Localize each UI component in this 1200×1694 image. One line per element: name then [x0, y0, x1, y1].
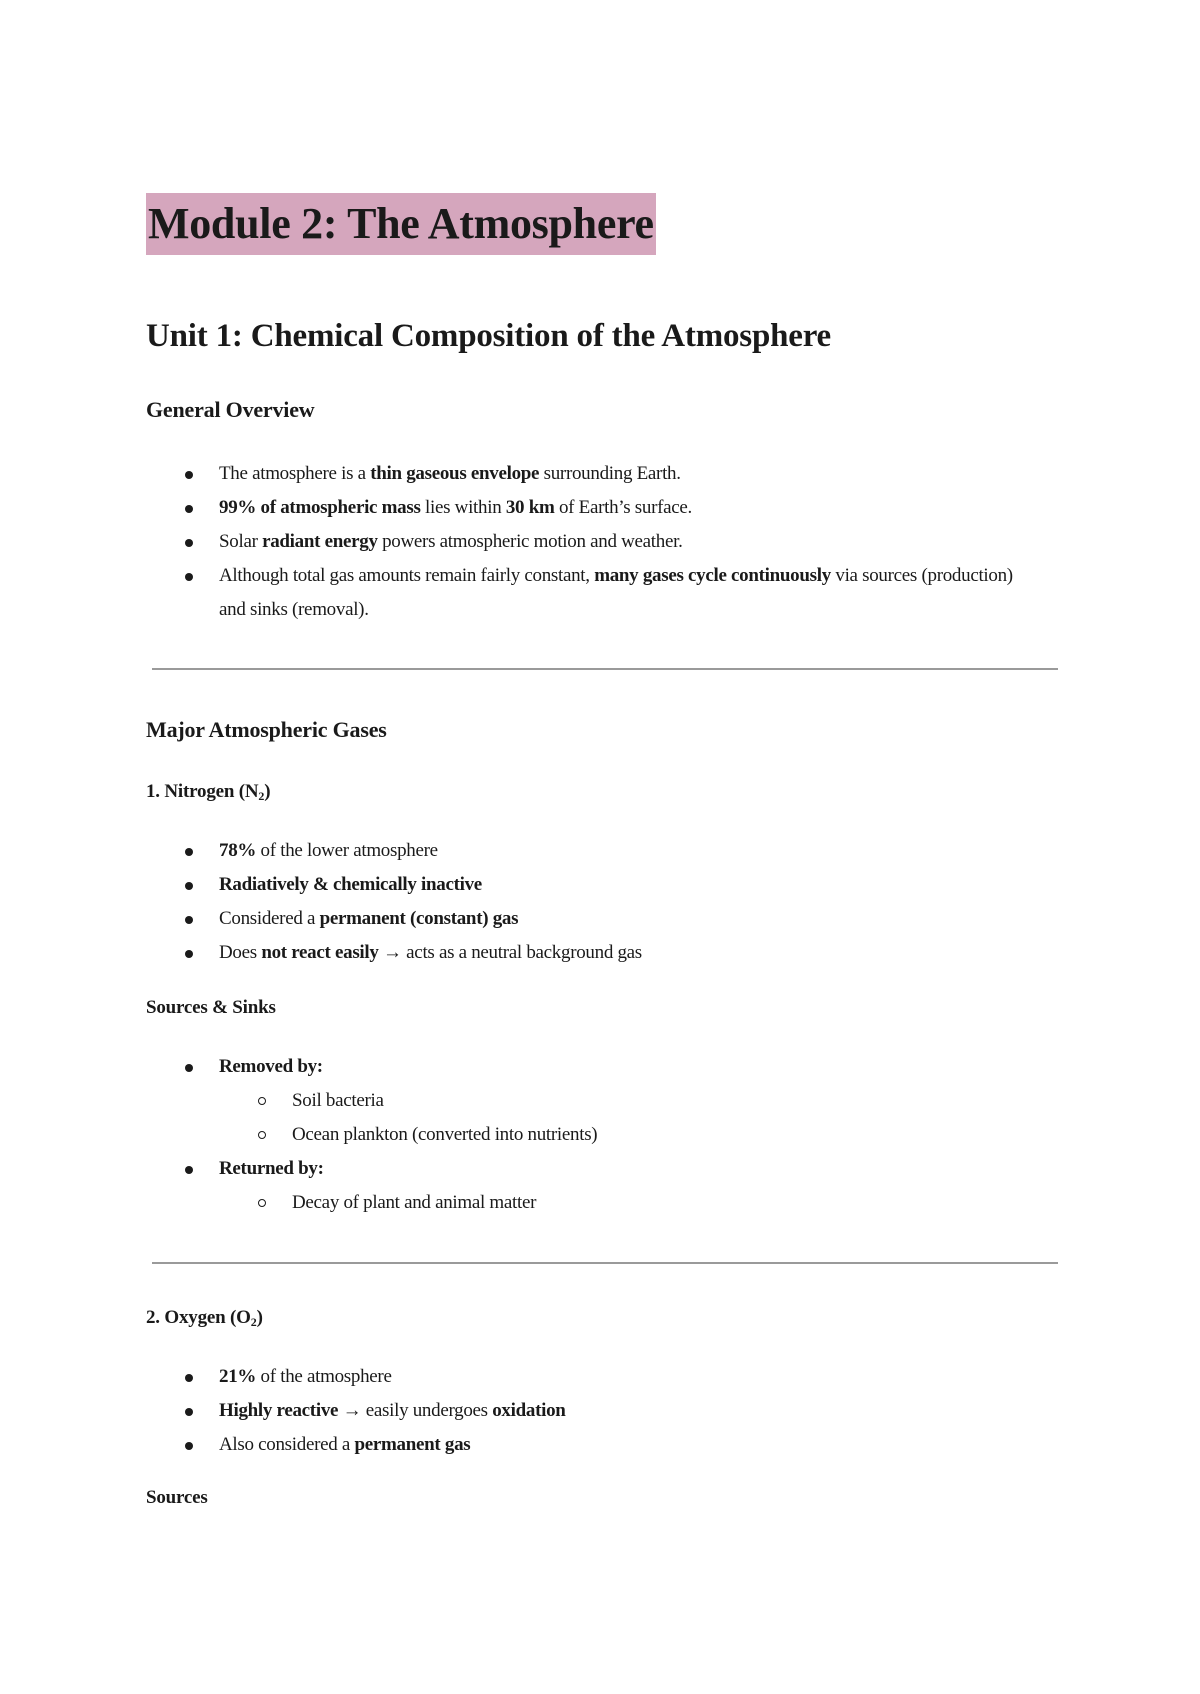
general-overview-heading: General Overview — [146, 397, 315, 422]
bullet-icon — [185, 1408, 193, 1416]
list-item: Highly reactive → easily undergoes oxidation — [0, 1394, 1039, 1428]
list-item: Radiatively & chemically inactive — [0, 868, 1039, 902]
section-divider — [152, 668, 1058, 670]
bullet-icon — [185, 539, 193, 547]
hollow-bullet-icon — [258, 1131, 266, 1139]
list-item: 21% of the atmosphere — [0, 1360, 1039, 1394]
list-item: Considered a permanent (constant) gas — [0, 902, 1039, 936]
bullet-icon — [185, 848, 193, 856]
general-overview-list — [0, 457, 1039, 627]
hollow-bullet-icon — [258, 1097, 266, 1105]
bullet-icon — [185, 1166, 193, 1174]
list-item: 78% of the lower atmosphere — [0, 834, 1039, 868]
list-item: 99% of atmospheric mass lies within 30 km of Earth’s surface. — [0, 491, 1039, 525]
list-item: Also considered a permanent gas — [0, 1428, 1039, 1462]
major-gases-heading: Major Atmospheric Gases — [146, 717, 387, 742]
oxygen-sources-heading: Sources — [146, 1487, 208, 1508]
bullet-icon — [185, 1374, 193, 1382]
sub-list-item: Ocean plankton (converted into nutrients) — [0, 1118, 1039, 1152]
nitrogen-heading: 1. Nitrogen $(N_2)$ — [146, 781, 271, 803]
list-item: Returned by: — [0, 1152, 1039, 1186]
oxygen-heading: 2. Oxygen $(O_2)$ — [146, 1307, 263, 1329]
section-divider — [152, 1262, 1058, 1264]
list-item: The atmosphere is a thin gaseous envelope surrounding Earth. — [0, 457, 1039, 491]
oxygen-list — [0, 1360, 1039, 1462]
bullet-icon — [185, 505, 193, 513]
nitrogen-list — [0, 834, 1039, 970]
sub-list-item: Soil bacteria — [0, 1084, 1039, 1118]
list-item: Does not react easily → acts as a neutral background gas — [0, 936, 1039, 970]
hollow-bullet-icon — [258, 1199, 266, 1207]
list-item: Removed by: — [0, 1050, 1039, 1084]
bullet-icon — [185, 471, 193, 479]
bullet-icon — [185, 1064, 193, 1072]
list-item: Solar radiant energy powers atmospheric motion and weather. — [0, 525, 1039, 559]
sources-sinks-heading: Sources & Sinks — [146, 997, 276, 1018]
bullet-icon — [185, 1442, 193, 1450]
unit-heading: Unit 1: Chemical Composition of the Atmosphere — [146, 318, 831, 354]
sub-list-item: Decay of plant and animal matter — [0, 1186, 1039, 1220]
bullet-icon — [185, 882, 193, 890]
bullet-icon — [185, 916, 193, 924]
module-title: Module 2: The Atmosphere — [146, 193, 656, 255]
bullet-icon — [185, 950, 193, 958]
sources-sinks-list — [0, 1050, 1039, 1220]
list-item: Although total gas amounts remain fairly constant, many gases cycle continuously via sources (production) and sinks (removal). — [0, 559, 1039, 627]
bullet-icon — [185, 573, 193, 581]
